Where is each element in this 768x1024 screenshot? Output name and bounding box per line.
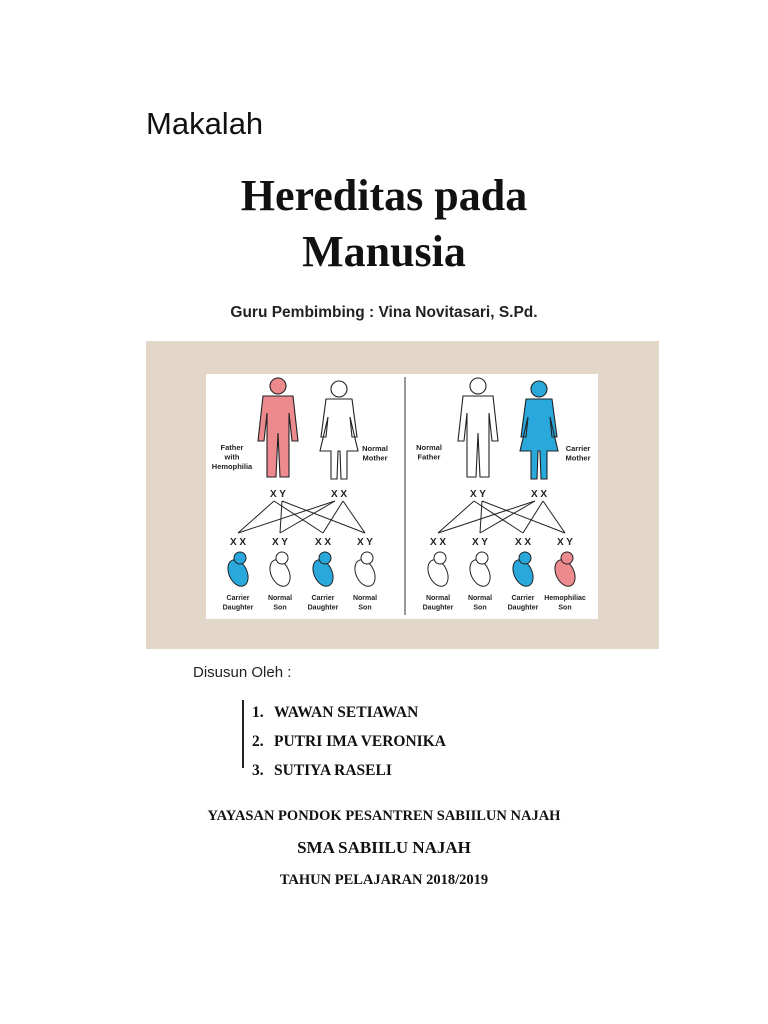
child-label-line: Son bbox=[558, 604, 572, 612]
child-genotype: X X bbox=[514, 537, 532, 548]
author-name: WAWAN SETIAWAN bbox=[274, 704, 419, 721]
baby-head bbox=[476, 552, 488, 564]
author-number: 3. bbox=[252, 762, 264, 779]
author-item bbox=[252, 700, 572, 729]
child-label-line: Daughter bbox=[222, 604, 254, 612]
child-genotype: X X bbox=[429, 537, 447, 548]
father-genotype: X Y bbox=[470, 489, 486, 500]
child-genotype: X X bbox=[229, 537, 247, 548]
author-item bbox=[252, 729, 572, 758]
child-label-line: Son bbox=[358, 604, 372, 612]
author-name: PUTRI IMA VERONIKA bbox=[274, 733, 446, 750]
child-genotype: X Y bbox=[272, 537, 288, 548]
document-label: Makalah bbox=[146, 106, 264, 141]
woman-head bbox=[531, 381, 547, 397]
father-label-line: Hemophilia bbox=[211, 462, 253, 471]
father-label-line: with bbox=[224, 452, 240, 462]
child-genotype: X Y bbox=[557, 537, 573, 548]
father-genotype: X Y bbox=[270, 489, 286, 500]
child-label-line: Carrier bbox=[511, 595, 535, 602]
child-label-line: Carrier bbox=[311, 595, 335, 602]
woman-head bbox=[331, 381, 347, 397]
child-genotype: X Y bbox=[357, 537, 373, 548]
child-genotype: X X bbox=[314, 537, 332, 548]
hemophilia-inheritance-figure bbox=[146, 341, 659, 649]
baby-head bbox=[319, 552, 331, 564]
baby-head bbox=[361, 552, 373, 564]
baby-head bbox=[519, 552, 531, 564]
author-number: 1. bbox=[252, 704, 264, 721]
child-genotype: X Y bbox=[472, 537, 488, 548]
child-label-line: Carrier bbox=[226, 595, 250, 602]
title-line-1: Hereditas pada bbox=[240, 171, 528, 220]
mother-genotype: X X bbox=[530, 489, 548, 500]
child-label-line: Daughter bbox=[307, 604, 339, 612]
author-item bbox=[252, 758, 572, 787]
mother-label-line: Carrier bbox=[565, 444, 591, 453]
man-head bbox=[270, 378, 286, 394]
child-label-line: Son bbox=[273, 604, 287, 612]
child-label-line: Normal bbox=[352, 595, 378, 602]
father-label-line: Father bbox=[220, 443, 244, 452]
child-label-line: Normal bbox=[267, 595, 293, 602]
father-label-line: Normal bbox=[416, 443, 442, 452]
child-label-line: Normal bbox=[467, 595, 493, 602]
father-label-line: Father bbox=[417, 452, 441, 462]
mother-label-line: Normal bbox=[362, 444, 388, 453]
authors-heading: Disusun Oleh : bbox=[193, 664, 292, 681]
author-number: 2. bbox=[252, 733, 264, 750]
authors-list bbox=[242, 700, 572, 779]
title-line-2: Manusia bbox=[302, 227, 466, 276]
baby-head bbox=[434, 552, 446, 564]
child-label-line: Son bbox=[473, 604, 487, 612]
baby-head bbox=[276, 552, 288, 564]
child-label-line: Hemophiliac bbox=[544, 595, 586, 602]
document-title bbox=[0, 168, 768, 280]
inheritance-diagram bbox=[146, 341, 659, 649]
child-label-line: Normal bbox=[425, 595, 451, 602]
school-name: SMA SABIILU NAJAH bbox=[297, 838, 471, 857]
child-label-line: Daughter bbox=[422, 604, 454, 612]
supervisor-line: Guru Pembimbing : Vina Novitasari, S.Pd. bbox=[230, 304, 538, 321]
mother-genotype: X X bbox=[330, 489, 348, 500]
baby-head bbox=[561, 552, 573, 564]
author-name: SUTIYA RASELI bbox=[274, 762, 392, 779]
baby-head bbox=[234, 552, 246, 564]
mother-label-line: Mother bbox=[362, 453, 388, 463]
mother-label-line: Mother bbox=[565, 453, 591, 463]
academic-year: TAHUN PELAJARAN 2018/2019 bbox=[279, 872, 489, 888]
man-head bbox=[470, 378, 486, 394]
child-label-line: Daughter bbox=[507, 604, 539, 612]
foundation-name: YAYASAN PONDOK PESANTREN SABIILUN NAJAH bbox=[207, 808, 561, 824]
